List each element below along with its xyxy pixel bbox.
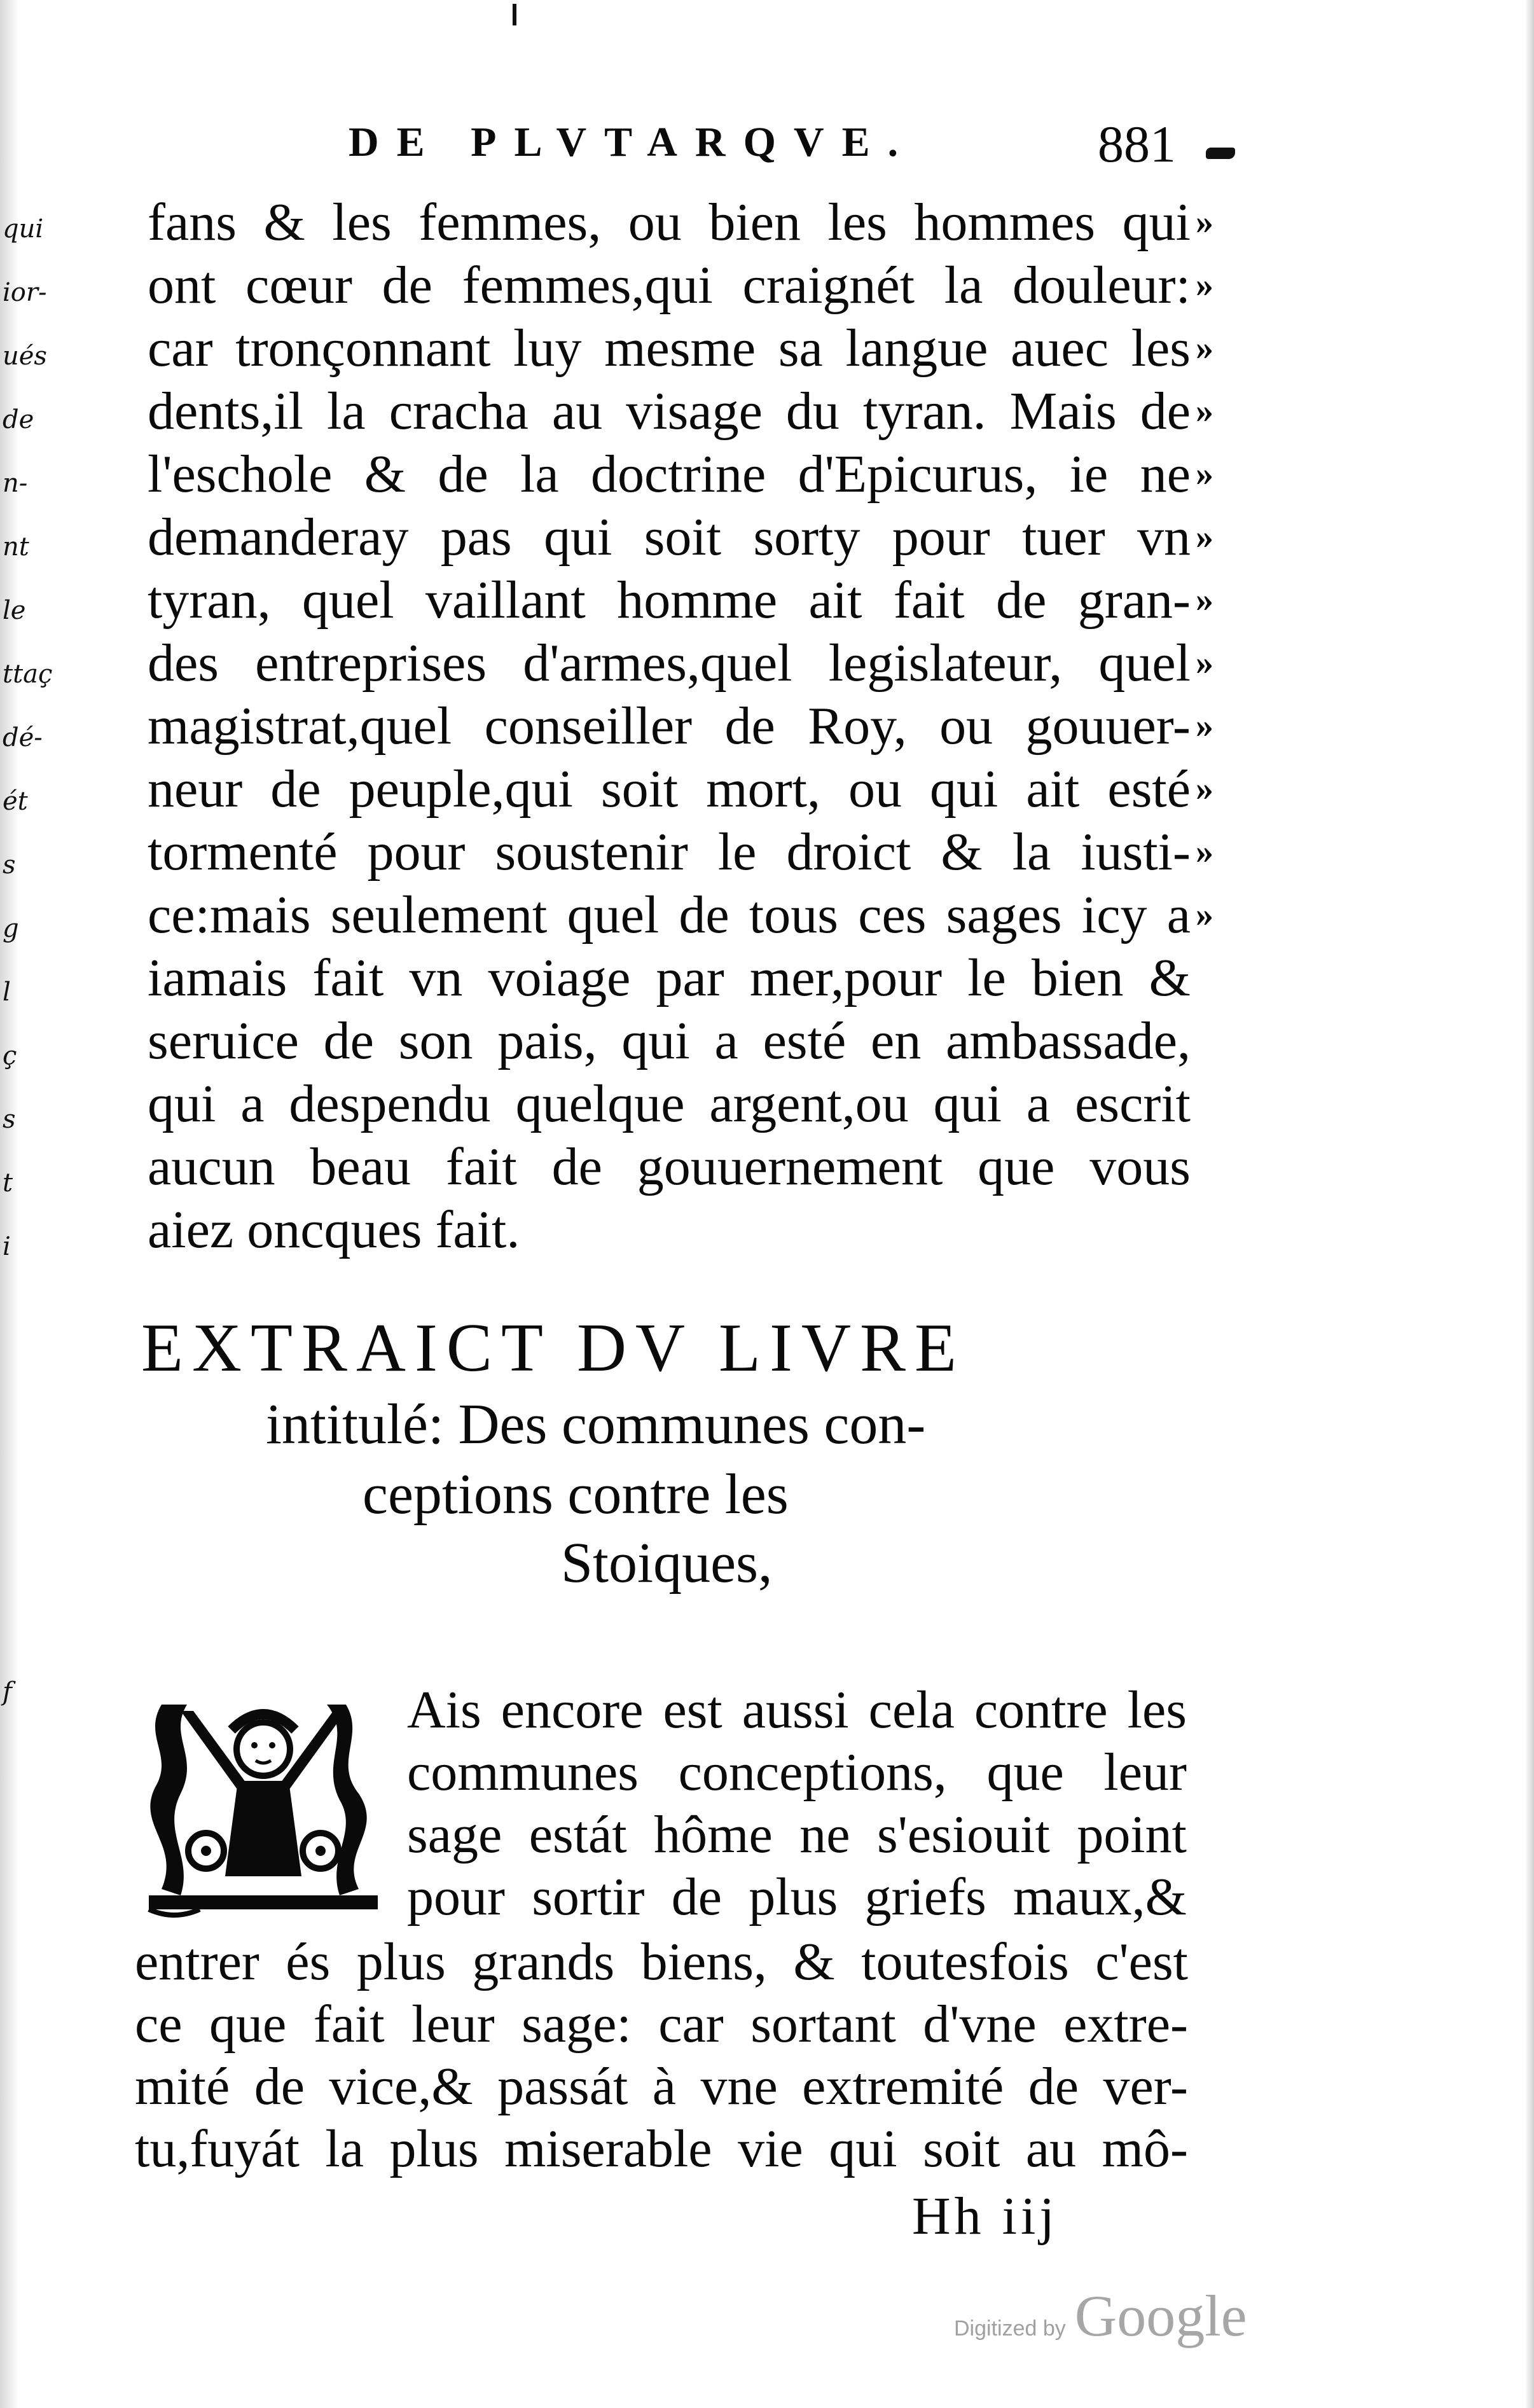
text-line: » <box>1196 769 1213 808</box>
text-line: tyran, quel vaillant homme ait fait de gran- <box>148 571 1191 630</box>
section-heading-main: EXTRAICT DV LIVRE <box>141 1310 965 1386</box>
text-line: » <box>1196 643 1213 682</box>
running-head: DE PLVTARQVE. <box>349 119 916 165</box>
quotation-marks-column <box>1196 191 1234 946</box>
text-line: iamais fait vn voiage par mer,pour le bien & <box>148 948 1191 1007</box>
text-line: » <box>1196 517 1213 557</box>
folio-ornament <box>1206 148 1235 159</box>
watermark-small-text: Digitized by <box>954 2316 1066 2341</box>
margin-fragment: f <box>3 1677 12 1706</box>
margin-fragment: ét <box>3 787 28 816</box>
text-line: l'eschole & de la doctrine d'Epicurus, ie ne <box>148 445 1191 504</box>
margin-fragment: n- <box>3 469 28 498</box>
text-line: ont cœur de femmes,qui craignét la douleur: <box>148 256 1191 315</box>
margin-fragment: ués <box>3 342 47 371</box>
text-line: communes conceptions, que leur <box>407 1743 1187 1802</box>
text-line: » <box>1196 706 1213 745</box>
text-line: tu,fuyát la plus miserable vie qui soit au mô- <box>135 2119 1188 2178</box>
text-line: » <box>1196 454 1213 494</box>
text-line: Ais encore est aussi cela contre les <box>407 1680 1187 1740</box>
text-line: ce que fait leur sage: car sortant d'vne extre- <box>135 1995 1188 2054</box>
section-heading-line-3: ceptions contre les <box>363 1463 789 1526</box>
margin-fragment: s <box>3 1105 16 1134</box>
text-line: seruice de son pais, qui a esté en ambassade, <box>148 1011 1191 1070</box>
text-line: » <box>1196 895 1213 934</box>
digitized-watermark <box>954 2282 1247 2349</box>
margin-fragment: dé- <box>3 723 43 752</box>
text-line: aucun beau fait de gouuernement que vous <box>148 1137 1191 1196</box>
text-line: neur de peuple,qui soit mort, ou qui ait esté <box>148 759 1191 819</box>
page-right-edge <box>1525 0 1534 2408</box>
paragraph-continuation <box>135 1931 1188 2180</box>
text-line: qui a despendu quelque argent,ou qui a escrit <box>148 1074 1191 1133</box>
text-line: » <box>1196 202 1213 242</box>
section-heading-line-4: Stoiques, <box>561 1532 773 1595</box>
margin-fragment: ior- <box>3 278 47 307</box>
text-line: » <box>1196 391 1213 431</box>
paragraph-after-initial <box>407 1679 1187 1928</box>
text-line: fans & les femmes, ou bien les hommes qui <box>148 193 1191 252</box>
margin-fragment: ttaç <box>3 660 53 689</box>
text-line: » <box>1196 328 1213 368</box>
decorated-initial-m <box>136 1685 390 1921</box>
text-line: des entreprises d'armes,quel legislateur, quel <box>148 633 1191 693</box>
body-text <box>148 191 1191 1261</box>
margin-fragment: ç <box>3 1041 17 1070</box>
text-line: entrer és plus grands biens, & toutesfois c'est <box>135 1932 1188 1991</box>
text-line: car tronçonnant luy mesme sa langue auec les <box>148 319 1191 378</box>
margin-fragment: le <box>3 596 26 625</box>
margin-fragment: qui <box>3 214 44 244</box>
text-line: tormenté pour soustenir le droict & la iusti- <box>148 822 1191 882</box>
top-ink-mark <box>513 4 516 25</box>
text-line: mité de vice,& passát à vne extremité de ver- <box>135 2057 1188 2116</box>
text-line: ce:mais seulement quel de tous ces sages icy a <box>148 885 1191 945</box>
text-line: dents,il la cracha au visage du tyran. Mais de <box>148 382 1191 441</box>
text-line: demanderay pas qui soit sorty pour tuer vn <box>148 508 1191 567</box>
text-line: pour sortir de plus griefs maux,& <box>407 1867 1187 1927</box>
watermark-logo-text: Google <box>1074 2283 1247 2348</box>
margin-fragment: i <box>3 1232 11 1261</box>
signature-mark: Hh iij <box>912 2187 1058 2246</box>
text-line: » <box>1196 832 1213 871</box>
section-heading-line-2: intitulé: Des communes con- <box>266 1393 926 1456</box>
margin-fragment: s <box>3 850 16 880</box>
text-line: magistrat,quel conseiller de Roy, ou gouuer- <box>148 696 1191 756</box>
margin-fragment: t <box>3 1168 13 1198</box>
text-line: aiez oncques fait. <box>148 1200 520 1259</box>
folio-number: 881 <box>1098 115 1176 173</box>
margin-fragment: de <box>3 405 34 434</box>
text-line: sage estát hôme ne s'esiouit point <box>407 1805 1187 1864</box>
text-line: » <box>1196 580 1213 619</box>
margin-fragment: g <box>3 914 19 943</box>
margin-fragment: l <box>3 978 11 1007</box>
decorated-initial-icon <box>136 1685 390 1921</box>
margin-fragment: nt <box>3 532 29 562</box>
text-line: » <box>1196 265 1213 305</box>
